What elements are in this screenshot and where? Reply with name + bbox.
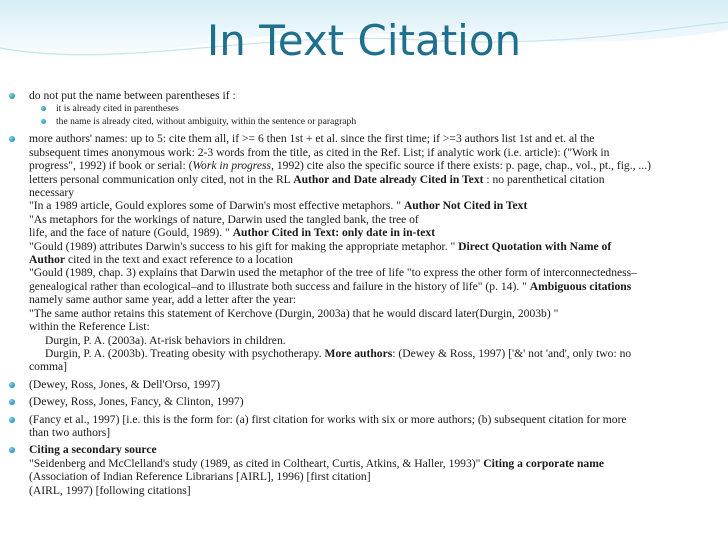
list-item (8, 395, 722, 408)
list-item-text: (Dewey, Ross, Jones, & Dell'Orso, 1997) (29, 377, 221, 391)
text-line: "The same author retains this statement of Kerchove (Durgin, 2003a) that he would discard later(Durgin, 2003b) " (29, 306, 559, 320)
text-line: "Gould (1989, chap. 3) explains that Darwin used the metaphor of the tree of life "to express the other form of interconnectedness– (29, 266, 637, 280)
text-run: "Seidenberg and McClelland's study (1989, as cited in Coltheart, Curtis, Atkins, & Haller, 1993)" (29, 456, 484, 470)
bold-heading: Citing a secondary source (29, 443, 157, 457)
text-line (29, 159, 722, 172)
sub-list-item: it is already cited in parentheses (39, 102, 722, 115)
reference-entry (29, 347, 722, 360)
bold-heading: Author and Date already Cited in Text (293, 172, 484, 186)
text-line: (Fancy et al., 1997) [i.e. this is the form for: (a) first citation for works with six or more authors; (b) subsequent citation for more (29, 412, 627, 426)
text-run: life, and the face of nature (Gould, 1989). " (29, 226, 233, 240)
text-line (29, 226, 722, 239)
text-line: comma] (29, 360, 67, 374)
bold-heading: Ambiguous citations (529, 279, 632, 293)
text-line (29, 457, 722, 470)
list-item (8, 443, 722, 497)
text-run: progress", 1992) if book or serial: ( (29, 159, 193, 173)
bold-heading: Author (29, 253, 66, 267)
italic-title: Work in progress (192, 159, 272, 173)
text-line: necessary (29, 186, 75, 200)
text-line: (AIRL, 1997) [following citations] (29, 483, 191, 497)
text-line (29, 253, 722, 266)
slide-title: In Text Citation (206, 16, 522, 65)
bold-heading: Citing a corporate name (483, 456, 605, 470)
list-item (8, 413, 722, 440)
text-line: (Association of Indian Reference Librarians [AIRL], 1996) [first citation] (29, 470, 371, 484)
text-run: cited in the text and exact reference to a location (65, 253, 293, 267)
list-item-text: (Dewey, Ross, Jones, Fancy, & Clinton, 1997) (29, 395, 244, 409)
bold-heading: Author Not Cited in Text (403, 199, 528, 213)
sub-list-item: the name is already cited, without ambiguity, within the sentence or paragraph (39, 115, 722, 128)
reference-entry: Durgin, P. A. (2003a). At-risk behaviors in children. (45, 333, 286, 347)
text-line: within the Reference List: (29, 320, 150, 334)
bullet-list (8, 89, 722, 497)
bold-heading: Direct Quotation with Name of (458, 239, 612, 253)
list-item (8, 132, 722, 373)
text-run: genealogical rather than ecological–and to illustrate both success and failure in the history of life" (p. 14). " (29, 279, 530, 293)
text-run: : (Dewey & Ross, 1997) ['&' not 'and', only two: no (392, 346, 632, 360)
list-item (8, 89, 722, 128)
bold-heading: More authors (324, 346, 393, 360)
text-run: letters personal communication only cited, not in the RL (29, 172, 294, 186)
text-run: : no parenthetical citation (483, 172, 605, 186)
text-line (29, 199, 722, 212)
list-item-text: do not put the name between parentheses if : (29, 89, 236, 102)
slide-body (8, 89, 722, 497)
bold-heading: Author Cited in Text: only date in in-text (232, 226, 436, 240)
text-line: more authors' names: up to 5: cite them all, if >= 6 then 1st + et al. since the first time; if >=3 authors list 1st and et. al the (29, 132, 595, 146)
text-line: namely same author same year, add a letter after the year: (29, 293, 297, 307)
text-run: Durgin, P. A. (2003b). Treating obesity with psychotherapy. (45, 346, 325, 360)
text-run: "In a 1989 article, Gould explores some of Darwin's most effective metaphors. " (29, 199, 404, 213)
text-run: , 1992) cite also the specific source if there exists: p. page, chap., vol., pt., fig., ...) (271, 159, 651, 173)
sub-bullet-list (39, 102, 722, 128)
list-item (8, 378, 722, 391)
text-line (29, 240, 722, 253)
text-run: "Gould (1989) attributes Darwin's success to his gift for making the appropriate metaphor. " (29, 239, 459, 253)
text-line (29, 173, 722, 186)
text-line: "As metaphors for the workings of nature, Darwin used the tangled bank, the tree of (29, 212, 419, 226)
text-line: than two authors] (29, 425, 111, 439)
text-line: subsequent times anonymous work: 2-3 words from the title, as cited in the Ref. List; if analytic work (i.e. article): ("Work in (29, 145, 610, 159)
text-line (29, 280, 722, 293)
